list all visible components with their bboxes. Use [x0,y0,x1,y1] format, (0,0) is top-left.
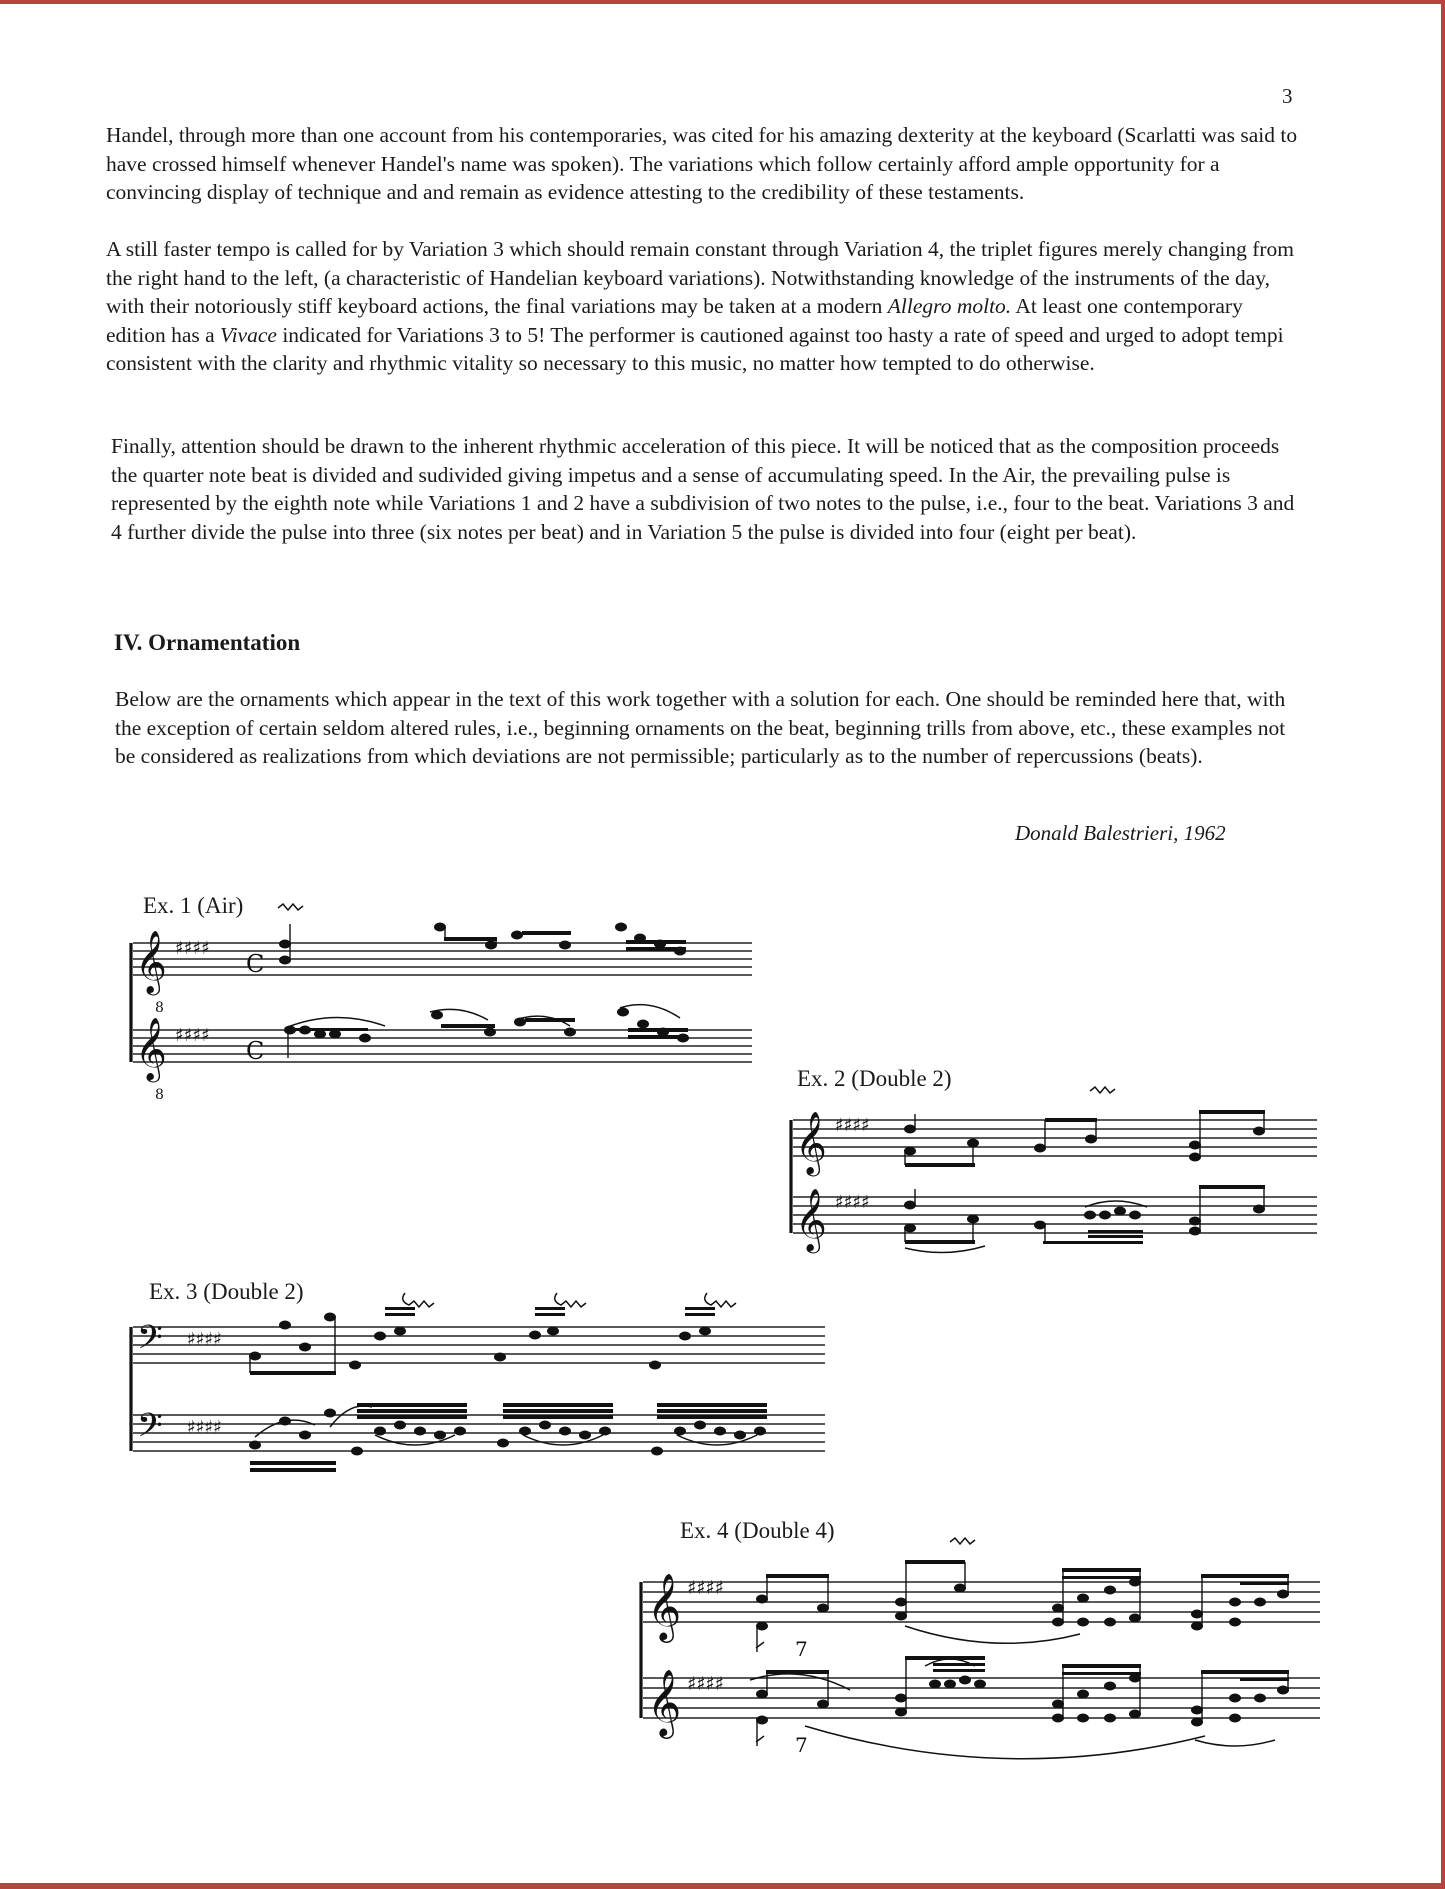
ex1-label: Ex. 1 (Air) [143,893,244,918]
ex1-lower-notes [284,1005,689,1058]
paragraph-ornaments: Below are the ornaments which appear in the text of this work together with a solution for each. One should be reminded here that, with the exception of certain seldom altered rules, i.e., beginning ornaments on the beat, beginning trills from above, etc., these examples not be considered as realizations from which deviations are not permissible; particularly as to the number of repercussions (beats). [115,687,1286,768]
ex3-upper-notes [249,1307,715,1375]
ex2-label: Ex. 2 (Double 2) [797,1066,952,1091]
ex3-staff-upper [133,1327,825,1363]
mordent-icon [705,1293,736,1307]
key-signature: ♯♯♯♯ [187,1329,222,1350]
ex4-upper-notes [756,1560,1289,1661]
ex2-staff-lower [793,1197,1317,1233]
paragraph-tempo-part-c: indicated for Variations 3 to 5! The performer is cautioned against too hasty a rate of speed and urged to adopt tempi consistent with the clarity and rhythmic vitality so necessary to this music, no matter how tempted to do otherwise. [106,322,1284,375]
mordent-icon [403,1293,434,1307]
mordent-icon [278,904,303,910]
mordent-icon [1090,1087,1115,1093]
key-signature: ♯♯♯♯ [687,1577,724,1599]
treble-clef-icon: 𝄞 [795,1188,827,1251]
tempo-term-vivace: Vivace [220,322,277,347]
ex2-staff-upper [793,1120,1317,1156]
paragraph-rhythmic-acceleration: Finally, attention should be drawn to the inherent rhythmic acceleration of this piece. It will be noticed that as the composition proceeds the quarter note beat is divided and sudivided giving impetus and a sense of accumulating speed. In the Air, the prevailing pulse is represented by the eighth note while Variations 1 and 2 have a subdivision of two notes to the pulse, i.e., four to the beat. Variations 3 and 4 further divide the pulse into three (six notes per beat) and in Variation 5 the pulse is divided into four (eight per beat). [111,434,1295,544]
ex2-score [785,1085,1320,1270]
key-signature-lower: ♯♯♯♯ [187,1417,222,1438]
key-signature-lower: ♯♯♯♯ [687,1673,724,1695]
paragraph-tempo [106,235,1306,378]
ex4-label: Ex. 4 (Double 4) [680,1518,835,1543]
ex4-staff-upper [643,1582,1320,1622]
mordent-icon [950,1538,975,1544]
paragraph-dexterity: Handel, through more than one account from his contemporaries, was cited for his amazing dexterity at the keyboard (Scarlatti was said to have crossed himself whenever Handel's name was spoken). The variations which follow certainly afford ample opportunity for a convincing display of technique and and remain as evidence attesting to the credibility of these testaments. [106,123,1298,204]
section-heading: IV. Ornamentation [114,630,301,655]
paragraph-tempo-part-a: A still faster tempo is called for by Variation 3 which should remain constant through Variation 4, the triplet figures merely changing from the right hand to the left, (a characteristic of Handelian keyboard variations). Notwithstanding knowledge of the instruments of the day, with their notoriously stiff keyboard actions, the final variations may be taken at a modern [106,237,1295,318]
treble-clef-icon: 𝄞 [135,930,167,993]
treble-clef-icon: 𝄞 [135,1017,167,1080]
mordent-icon [555,1293,586,1307]
ex4-rest-upper: 7 [795,1637,808,1661]
ex4-rest-lower: 7 [795,1733,808,1757]
ex1-octave-mark: 8 [155,1000,164,1016]
ex3-score [125,1285,830,1490]
ex3-ornaments [403,1293,736,1307]
bass-clef-icon: 𝄢 [137,1407,163,1453]
ex1-time-signature: C [246,950,265,978]
treble-clef-icon: 𝄞 [647,1572,682,1640]
treble-clef-icon: 𝄞 [647,1668,682,1736]
page-number: 3 [1282,84,1293,108]
ex2-lower-notes [904,1185,1265,1253]
key-signature-lower: ♯♯♯♯ [175,1025,210,1046]
paragraph-tempo-part-b: At least one contemporary edition has a [106,294,1243,347]
key-signature: ♯♯♯♯ [175,938,210,959]
treble-clef-icon: 𝄞 [795,1111,827,1174]
bass-clef-icon: 𝄢 [137,1319,163,1365]
author-signature: Donald Balestrieri, 1962 [1015,821,1226,845]
tempo-term-allegro: Allegro molto. [887,294,1012,318]
ex4-score [635,1530,1325,1760]
ex1-score [125,900,755,1103]
ex3-label: Ex. 3 (Double 2) [149,1279,304,1304]
ex1-time-signature-lower: C [246,1037,265,1065]
ex3-lower-notes [249,1403,767,1472]
key-signature-lower: ♯♯♯♯ [835,1192,870,1213]
key-signature: ♯♯♯♯ [835,1115,870,1136]
ex1-octave-mark-lower: 8 [155,1087,164,1103]
